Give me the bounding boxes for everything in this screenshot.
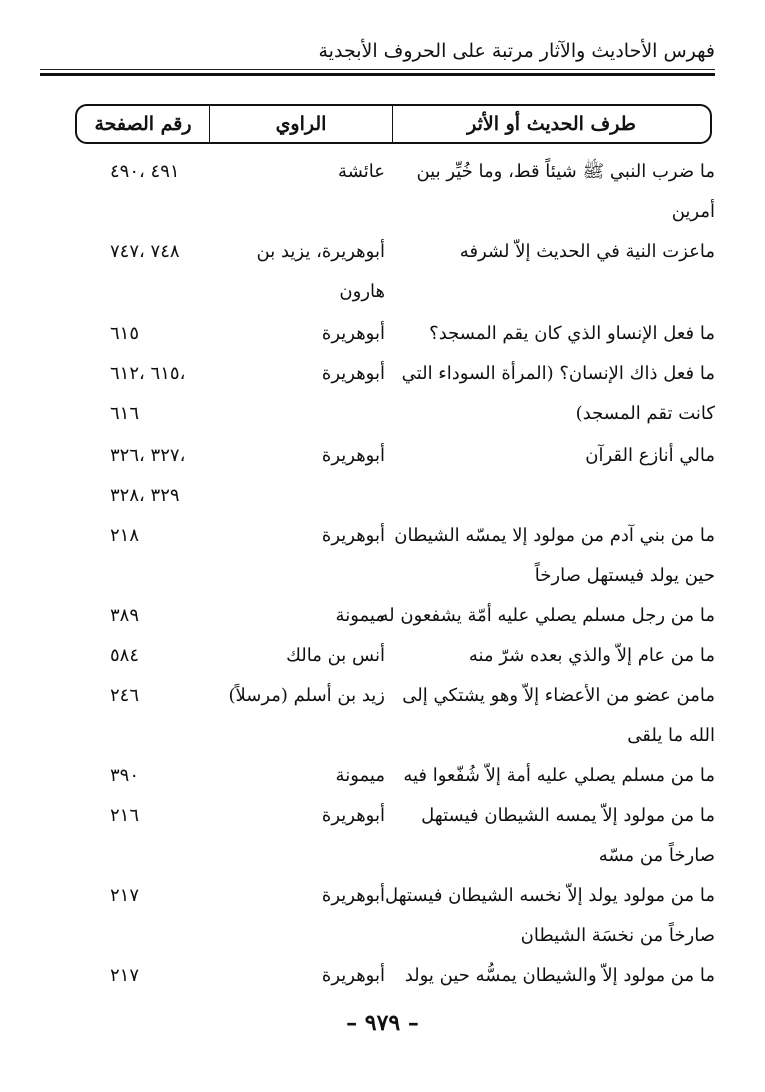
narrator-text: أبوهريرة — [321, 965, 385, 986]
page-ref: ٦١٦ — [110, 403, 140, 424]
page-ref: ٢١٦ — [110, 805, 140, 826]
entry-line — [75, 636, 715, 676]
hadith-text: صارخاً من نخسَة الشيطان — [520, 925, 715, 946]
header-title: فهرس الأحاديث والآثار مرتبة على الحروف الأبجدية — [318, 40, 715, 62]
entry-line — [75, 232, 715, 272]
narrator-text: أبوهريرة — [321, 885, 385, 906]
hadith-text: ما فعل الإنساو الذي كان يقم المسجد؟ — [429, 323, 715, 344]
hadith-text: صارخاً من مسّه — [598, 845, 715, 866]
entry-line — [75, 314, 715, 354]
page-ref: ٢١٧ — [110, 885, 140, 906]
narrator-text: هارون — [339, 281, 385, 302]
narrator-text: أنس بن مالك — [286, 645, 385, 666]
narrator-text: أبوهريرة — [321, 525, 385, 546]
entry-line — [75, 436, 715, 476]
hadith-text: أمرين — [671, 201, 715, 222]
narrator-text: أبوهريرة — [321, 363, 385, 384]
header-rule-thin — [40, 69, 715, 70]
hadith-text: ما ضرب النبي ﷺ شيئاً قط، وما خُيِّر بين — [416, 161, 715, 182]
column-header-page: رقم الصفحة — [94, 113, 192, 135]
hadith-text: مامن عضو من الأعضاء إلاّ وهو يشتكي إلى — [402, 685, 715, 706]
page-ref: ٢١٨ — [110, 525, 140, 546]
entry-line — [75, 394, 715, 434]
hadith-text: مالي أنازع القرآن — [585, 445, 715, 466]
hadith-text: كانت تقم المسجد) — [575, 403, 715, 424]
entry-line — [75, 152, 715, 192]
page-ref: ٧٤٨ ،٧٤٧ — [110, 241, 180, 262]
page-ref: ،٣٢٧ ،٣٢٦ — [110, 445, 186, 466]
entry-line — [75, 716, 715, 756]
page-ref: ،٦١٥ ،٦١٢ — [110, 363, 186, 384]
page-ref: ٣٢٩ ،٣٢٨ — [110, 485, 180, 506]
hadith-text: ما من رجل مسلم يصلي عليه أمّة يشفعون له — [379, 605, 715, 626]
hadith-text: ما من بني آدم من مولود إلا يمسّه الشيطان — [394, 525, 715, 546]
hadith-text: حين يولد فيستهل صارخاً — [534, 565, 715, 586]
entry-line — [75, 516, 715, 556]
entry-line — [75, 676, 715, 716]
hadith-text: ما من عام إلاّ والذي بعده شرّ منه — [468, 645, 715, 666]
hadith-text: ما من مولود يولد إلاّ نخسه الشيطان فيستهل — [384, 885, 715, 906]
page-ref: ٥٨٤ — [110, 645, 140, 666]
narrator-text: زيد بن أسلم (مرسلاً) — [228, 685, 385, 706]
header-rule-thick — [40, 73, 715, 76]
page-ref: ٢١٧ — [110, 965, 140, 986]
entry-line — [75, 476, 715, 516]
narrator-text: أبوهريرة — [321, 323, 385, 344]
page-ref: ٢٤٦ — [110, 685, 140, 706]
narrator-text: أبوهريرة — [321, 445, 385, 466]
hadith-text: الله ما يلقى — [627, 725, 715, 746]
column-header-hadith: طرف الحديث أو الأثر — [392, 106, 710, 142]
narrator-text: ميمونة — [335, 605, 385, 626]
hadith-text: ما فعل ذاك الإنسان؟ (المرأة السوداء التي — [401, 363, 715, 384]
hadith-text: ماعزت النية في الحديث إلاّ لشرفه — [459, 241, 715, 262]
entry-line — [75, 916, 715, 956]
page-ref: ٦١٥ — [110, 323, 140, 344]
entry-line — [75, 756, 715, 796]
narrator-text: ميمونة — [335, 765, 385, 786]
hadith-text: ما من مولود إلاّ يمسه الشيطان فيستهل — [421, 805, 715, 826]
entry-line — [75, 876, 715, 916]
entry-line — [75, 836, 715, 876]
page-number: – ٩٧٩ – — [346, 1010, 419, 1036]
entry-line — [75, 796, 715, 836]
hadith-text: ما من مولود إلاّ والشيطان يمسُّه حين يولد — [404, 965, 715, 986]
page-ref: ٣٨٩ — [110, 605, 140, 626]
hadith-text: ما من مسلم يصلي عليه أمة إلاّ شُفّعوا فيه — [403, 765, 715, 786]
entry-line — [75, 596, 715, 636]
page-ref: ٣٩٠ — [110, 765, 140, 786]
entry-line — [75, 956, 715, 996]
page-ref: ٤٩١ ،٤٩٠ — [110, 161, 180, 182]
running-header — [40, 38, 715, 80]
column-header-narrator: الراوي — [209, 106, 392, 142]
narrator-text: أبوهريرة — [321, 805, 385, 826]
entry-line — [75, 556, 715, 596]
entry-line — [75, 192, 715, 232]
entry-line — [75, 272, 715, 312]
narrator-text: عائشة — [338, 161, 385, 182]
entry-line — [75, 354, 715, 394]
table-header — [75, 104, 712, 144]
narrator-text: أبوهريرة، يزيد بن — [256, 241, 385, 262]
